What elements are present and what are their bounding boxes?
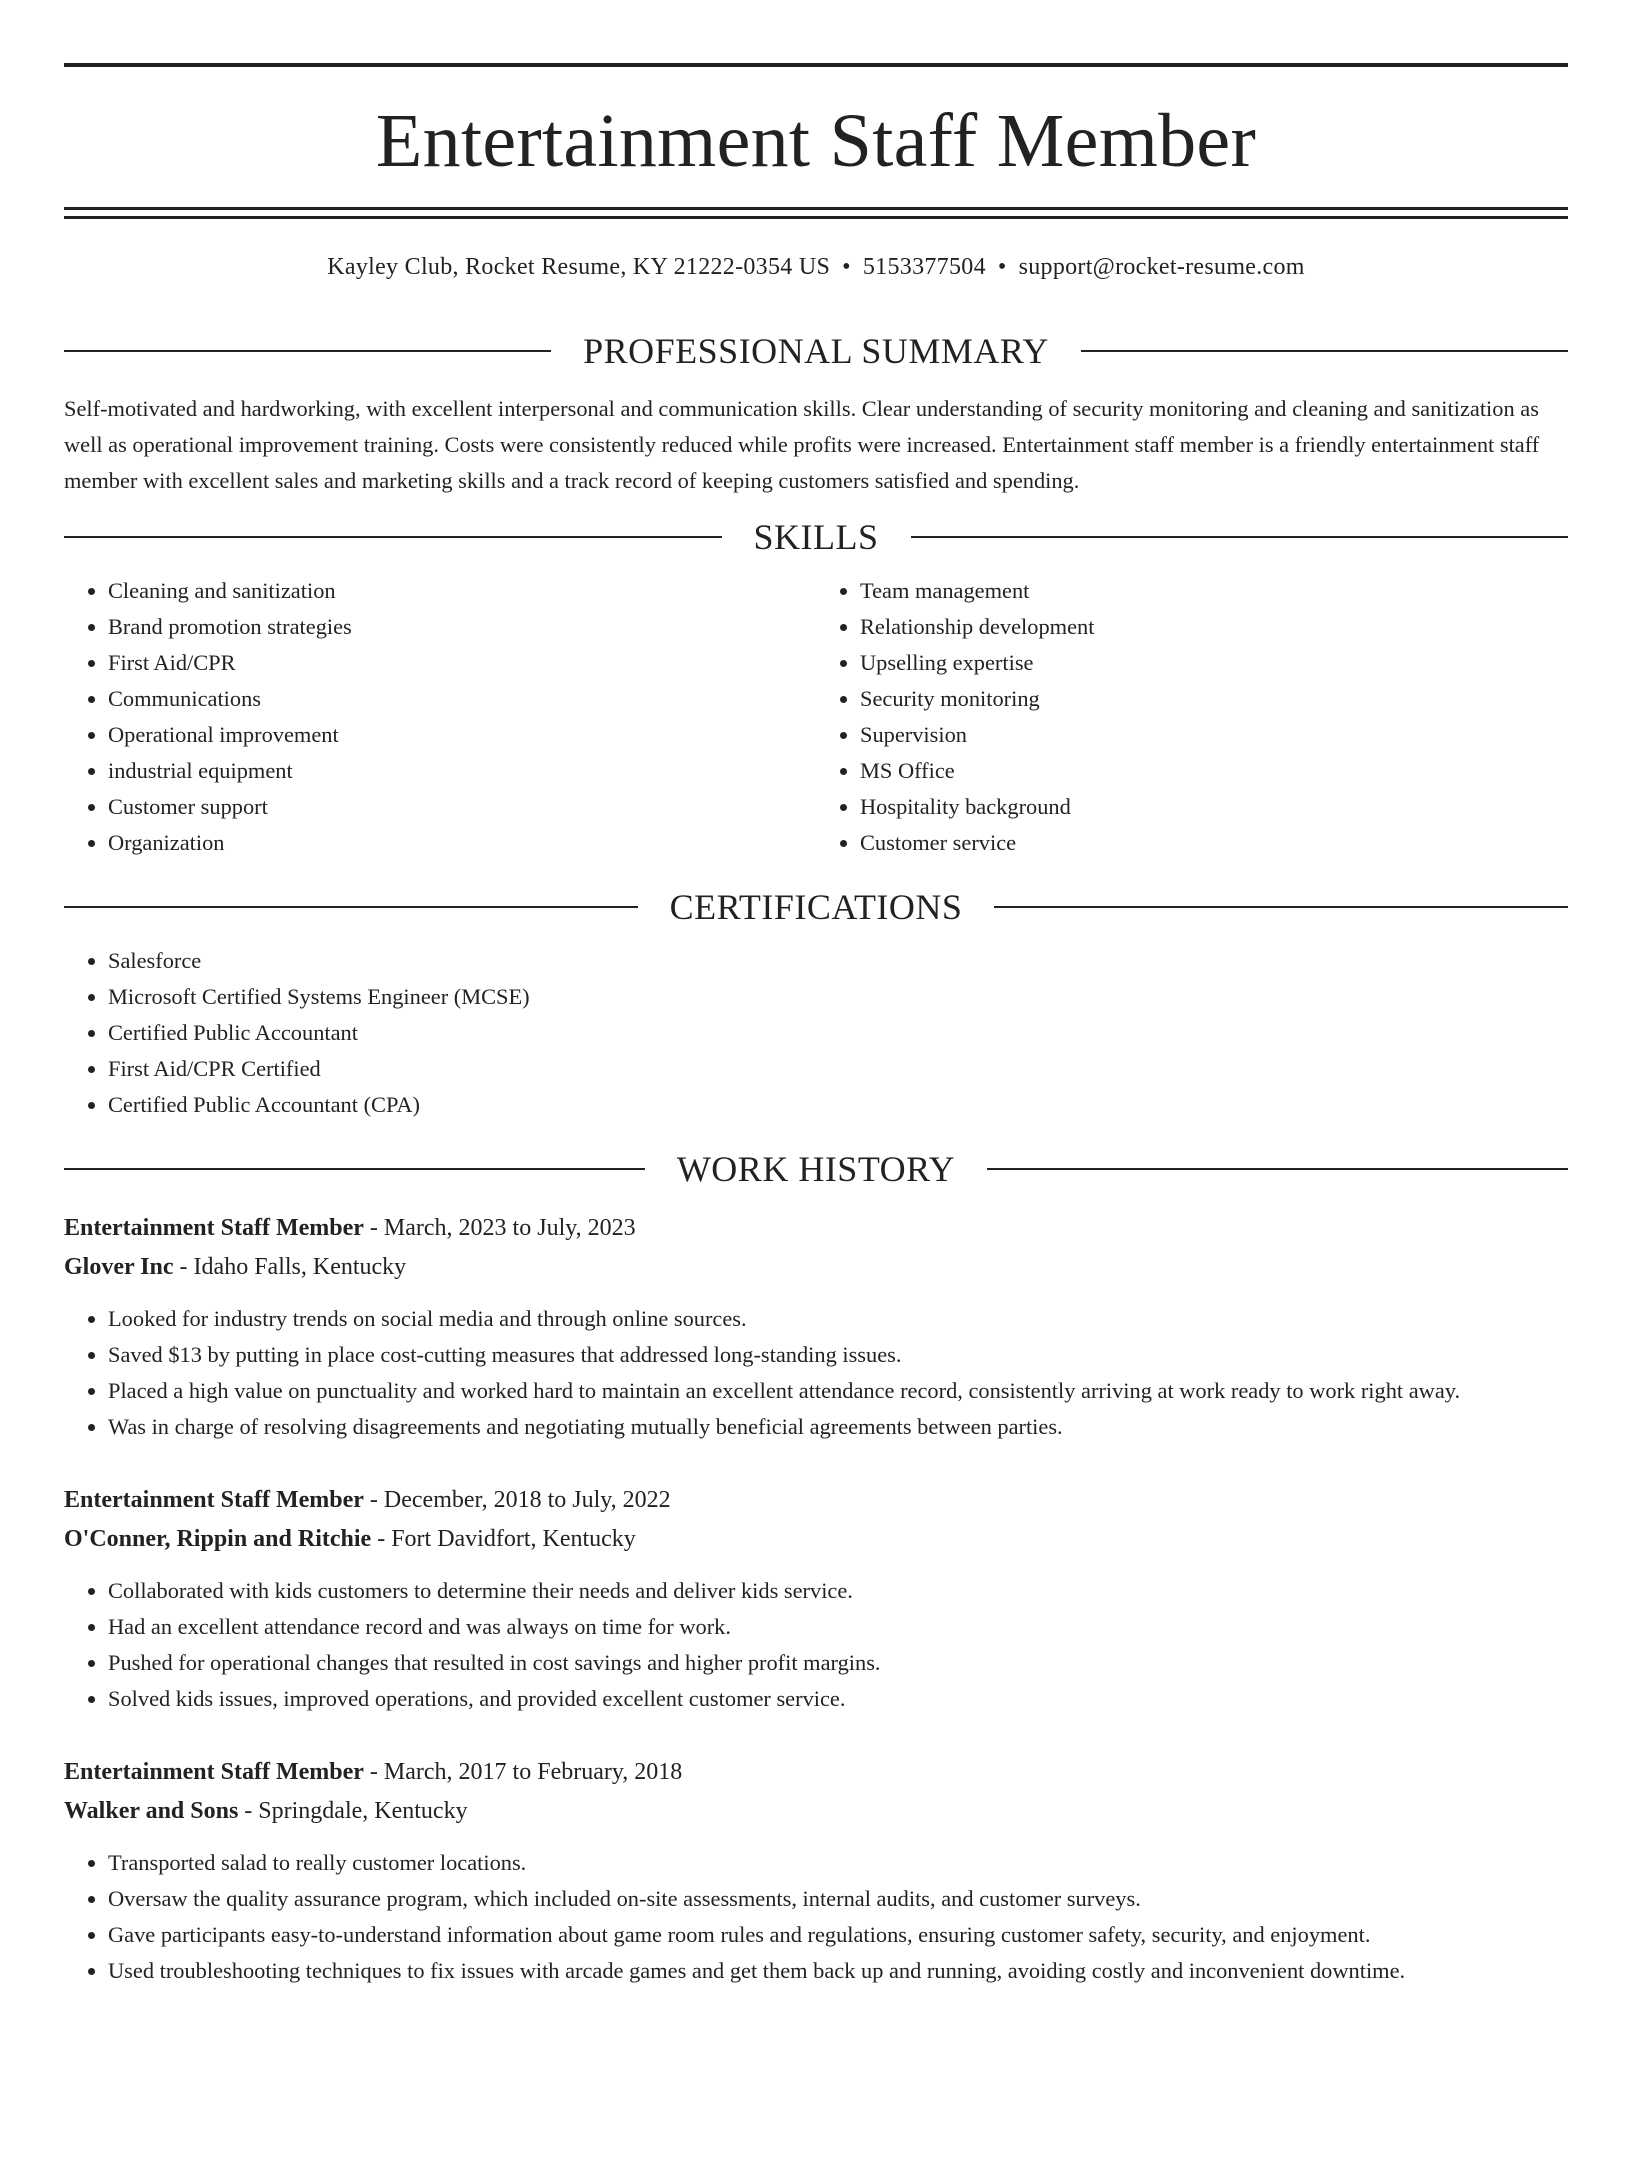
summary-section-header [64,333,1568,369]
summary-title: PROFESSIONAL SUMMARY [583,331,1049,371]
list-item: • Was in charge of resolving disagreements and negotiating mutually beneficial agreements between parties. [108,1409,1568,1445]
job-dates: March, 2023 to July, 2023 [383,1215,636,1241]
list-item: • Hospitality background [860,789,1568,825]
job-company: O'Conner, Rippin and Ritchie [64,1526,372,1552]
job-role: Entertainment Staff Member [64,1759,364,1785]
header-double-rule [64,207,1568,219]
job-entry [64,1481,1568,1717]
top-rule [64,63,1568,67]
list-item: • Saved $13 by putting in place cost-cutting measures that addressed long-standing issues. [108,1337,1568,1373]
certifications-section-header [64,889,1568,925]
list-item: • Had an excellent attendance record and was always on time for work. [108,1609,1568,1645]
contact-address: Kayley Club, Rocket Resume, KY 21222-0354 US [327,254,831,280]
section-rule [64,536,722,538]
list-item: • MS Office [860,753,1568,789]
certifications-title: CERTIFICATIONS [669,887,963,927]
job-company: Glover Inc [64,1254,174,1280]
list-item: • Customer support [108,789,816,825]
job-dash: - [173,1254,194,1280]
job-dates: December, 2018 to July, 2022 [383,1487,671,1513]
list-item: • Collaborated with kids customers to determine their needs and deliver kids service. [108,1573,1568,1609]
skills-title: SKILLS [753,517,879,557]
list-item: • Solved kids issues, improved operations, and provided excellent customer service. [108,1681,1568,1717]
job-dash: - [371,1526,392,1552]
section-rule [911,536,1569,538]
list-item: • First Aid/CPR [108,645,816,681]
list-item: • Certified Public Accountant [108,1015,1568,1051]
job-location: Springdale, Kentucky [258,1798,468,1824]
job-dates: March, 2017 to February, 2018 [383,1759,683,1785]
skills-list-left [64,573,816,861]
contact-phone: 5153377504 [862,254,986,280]
list-item: • Team management [860,573,1568,609]
list-item: • Relationship development [860,609,1568,645]
list-item: • Cleaning and sanitization [108,573,816,609]
section-rule [994,906,1568,908]
list-item: • Operational improvement [108,717,816,753]
list-item: • Supervision [860,717,1568,753]
list-item: • Placed a high value on punctuality and worked hard to maintain an excellent attendance record, consistently arriving at work ready to work right away. [108,1373,1568,1409]
contact-line [64,255,1568,279]
list-item: • Certified Public Accountant (CPA) [108,1087,1568,1123]
section-rule [64,906,638,908]
work-history-list [64,1209,1568,1989]
list-item: • Customer service [860,825,1568,861]
skills-section-header [64,519,1568,555]
job-bullets [64,1845,1568,1989]
certifications-list [64,943,1568,1123]
section-rule [987,1168,1568,1170]
list-item: • Used troubleshooting techniques to fix issues with arcade games and get them back up and running, avoiding costly and inconvenient downtime. [108,1953,1568,1989]
work-title: WORK HISTORY [676,1149,956,1189]
contact-separator: • [997,254,1007,280]
job-location: Fort Davidfort, Kentucky [391,1526,636,1552]
list-item: • Gave participants easy-to-understand information about game room rules and regulations, ensuring customer safety, security, and enjoyment. [108,1917,1568,1953]
skills-columns [64,573,1568,861]
section-rule [64,350,551,352]
skills-list-right [816,573,1568,861]
list-item: • Microsoft Certified Systems Engineer (MCSE) [108,979,1568,1015]
job-role: Entertainment Staff Member [64,1487,364,1513]
list-item: • Pushed for operational changes that resulted in cost savings and higher profit margins. [108,1645,1568,1681]
job-title-line [64,1209,1568,1248]
work-section-header [64,1151,1568,1187]
list-item: • First Aid/CPR Certified [108,1051,1568,1087]
list-item: • Security monitoring [860,681,1568,717]
summary-text: Self-motivated and hardworking, with excellent interpersonal and communication skills. Clear understanding of security monitoring and cleaning and sanitization as well as operational improvement training. Costs were consistently reduced while profits were increased. Entertainment staff member is a friendly entertainment staff member with excellent sales and marketing skills and a track record of keeping customers satisfied and spending. [64,396,1540,493]
contact-email: support@rocket-resume.com [1018,254,1305,280]
job-company: Walker and Sons [64,1798,239,1824]
contact-separator: • [842,254,851,280]
section-rule [64,1168,645,1170]
job-company-line [64,1792,1568,1831]
list-item: • Salesforce [108,943,1568,979]
section-rule [1081,350,1568,352]
list-item: • Communications [108,681,816,717]
list-item: • Looked for industry trends on social media and through online sources. [108,1301,1568,1337]
job-entry [64,1209,1568,1445]
job-title-line [64,1753,1568,1792]
job-entry [64,1753,1568,1989]
list-item: • Transported salad to really customer locations. [108,1845,1568,1881]
resume-name: Entertainment Staff Member [375,99,1257,183]
list-item: • industrial equipment [108,753,816,789]
job-dash: - [363,1759,384,1785]
job-location: Idaho Falls, Kentucky [193,1254,407,1280]
job-dash: - [363,1487,384,1513]
resume-page [0,63,1632,2175]
list-item: • Brand promotion strategies [108,609,816,645]
job-dash: - [238,1798,259,1824]
job-bullets [64,1573,1568,1717]
list-item: • Oversaw the quality assurance program, which included on-site assessments, internal audits, and customer surveys. [108,1881,1568,1917]
list-item: • Organization [108,825,816,861]
job-bullets [64,1301,1568,1445]
job-dash: - [363,1215,384,1241]
job-title-line [64,1481,1568,1520]
job-role: Entertainment Staff Member [64,1215,364,1241]
job-company-line [64,1520,1568,1559]
list-item: • Upselling expertise [860,645,1568,681]
job-company-line [64,1248,1568,1287]
